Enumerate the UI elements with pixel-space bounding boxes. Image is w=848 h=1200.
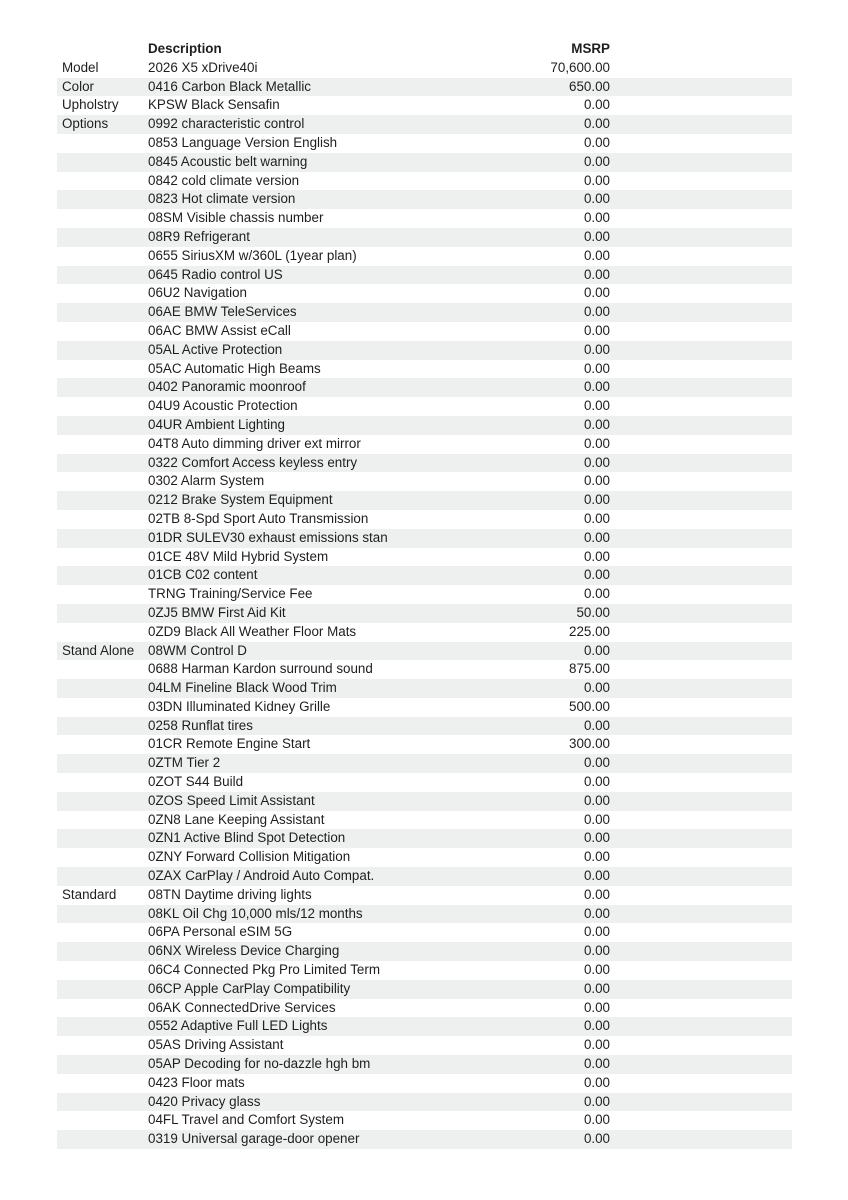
table-row bbox=[57, 78, 792, 97]
row-filler bbox=[610, 773, 792, 792]
row-filler bbox=[610, 134, 792, 153]
row-filler bbox=[610, 1111, 792, 1130]
row-category-label: Stand Alone bbox=[62, 642, 135, 658]
row-category-label bbox=[57, 811, 148, 830]
row-description: 04U9 Acoustic Protection bbox=[148, 398, 298, 414]
row-filler bbox=[610, 59, 792, 78]
row-category-label bbox=[57, 378, 148, 397]
row-category-label bbox=[57, 435, 148, 454]
row-category-label bbox=[57, 153, 148, 172]
row-filler bbox=[610, 284, 792, 303]
description-column-header: Description bbox=[148, 41, 222, 56]
row-msrp-value: 0.00 bbox=[583, 341, 610, 357]
row-msrp-value: 0.00 bbox=[583, 680, 610, 696]
row-msrp-value: 0.00 bbox=[583, 360, 610, 376]
row-description: 0645 Radio control US bbox=[148, 266, 283, 282]
row-filler bbox=[610, 717, 792, 736]
row-description: 02TB 8-Spd Sport Auto Transmission bbox=[148, 510, 369, 526]
row-msrp-value: 0.00 bbox=[583, 379, 610, 395]
table-row bbox=[57, 1093, 792, 1112]
table-row bbox=[57, 59, 792, 78]
row-description: 01CB C02 content bbox=[148, 567, 258, 583]
row-msrp-value: 0.00 bbox=[583, 1018, 610, 1034]
row-filler bbox=[610, 811, 792, 830]
row-category-label bbox=[57, 360, 148, 379]
row-description: 0845 Acoustic belt warning bbox=[148, 153, 308, 169]
row-description: 06AK ConnectedDrive Services bbox=[148, 999, 336, 1015]
row-description: 2026 X5 xDrive40i bbox=[148, 59, 258, 75]
row-description: 06C4 Connected Pkg Pro Limited Term bbox=[148, 962, 380, 978]
row-description: 06AC BMW Assist eCall bbox=[148, 322, 291, 338]
row-filler bbox=[610, 829, 792, 848]
row-filler bbox=[610, 378, 792, 397]
table-row bbox=[57, 679, 792, 698]
row-filler bbox=[610, 1055, 792, 1074]
row-filler bbox=[610, 115, 792, 134]
row-msrp-value: 0.00 bbox=[583, 416, 610, 432]
table-row bbox=[57, 341, 792, 360]
row-category-label bbox=[57, 284, 148, 303]
row-description: 0552 Adaptive Full LED Lights bbox=[148, 1018, 328, 1034]
table-row bbox=[57, 284, 792, 303]
row-filler bbox=[610, 566, 792, 585]
row-category-label bbox=[57, 923, 148, 942]
row-filler bbox=[610, 529, 792, 548]
row-description: 0423 Floor mats bbox=[148, 1074, 245, 1090]
row-filler bbox=[610, 942, 792, 961]
row-description: 0ZOS Speed Limit Assistant bbox=[148, 792, 315, 808]
table-row bbox=[57, 529, 792, 548]
row-category-label bbox=[57, 604, 148, 623]
table-row bbox=[57, 454, 792, 473]
row-description: 08R9 Refrigerant bbox=[148, 228, 250, 244]
row-msrp-value: 0.00 bbox=[583, 304, 610, 320]
row-filler bbox=[610, 999, 792, 1018]
row-category-label bbox=[57, 773, 148, 792]
row-description: 06NX Wireless Device Charging bbox=[148, 943, 340, 959]
row-description: 0842 cold climate version bbox=[148, 172, 300, 188]
row-category-label bbox=[57, 397, 148, 416]
table-row bbox=[57, 604, 792, 623]
table-row bbox=[57, 829, 792, 848]
table-row bbox=[57, 886, 792, 905]
row-description: 04FL Travel and Comfort System bbox=[148, 1112, 344, 1128]
row-description: 08KL Oil Chg 10,000 mls/12 months bbox=[148, 905, 363, 921]
row-category-label bbox=[57, 717, 148, 736]
row-msrp-value: 0.00 bbox=[583, 510, 610, 526]
row-filler bbox=[610, 735, 792, 754]
table-row bbox=[57, 980, 792, 999]
row-description: 0ZN1 Active Blind Spot Detection bbox=[148, 830, 346, 846]
row-description: 0322 Comfort Access keyless entry bbox=[148, 454, 358, 470]
row-description: 0302 Alarm System bbox=[148, 473, 265, 489]
row-description: 0402 Panoramic moonroof bbox=[148, 379, 306, 395]
row-msrp-value: 0.00 bbox=[583, 924, 610, 940]
row-category-label bbox=[57, 209, 148, 228]
row-description: 05AS Driving Assistant bbox=[148, 1037, 284, 1053]
table-row bbox=[57, 585, 792, 604]
row-msrp-value: 0.00 bbox=[583, 886, 610, 902]
row-msrp-value: 0.00 bbox=[583, 905, 610, 921]
row-description: 08WM Control D bbox=[148, 642, 247, 658]
row-category-label bbox=[57, 303, 148, 322]
table-row bbox=[57, 735, 792, 754]
row-category-label bbox=[57, 416, 148, 435]
row-msrp-value: 0.00 bbox=[583, 529, 610, 545]
table-row bbox=[57, 1055, 792, 1074]
row-filler bbox=[610, 360, 792, 379]
vehicle-order-sheet bbox=[57, 40, 792, 1149]
row-description: 0212 Brake System Equipment bbox=[148, 492, 333, 508]
row-description: 0ZJ5 BMW First Aid Kit bbox=[148, 604, 286, 620]
row-category-label bbox=[57, 190, 148, 209]
table-row bbox=[57, 510, 792, 529]
row-filler bbox=[610, 867, 792, 886]
row-category-label bbox=[57, 735, 148, 754]
row-msrp-value: 0.00 bbox=[583, 567, 610, 583]
table-row bbox=[57, 378, 792, 397]
table-row bbox=[57, 623, 792, 642]
row-description: 0ZTM Tier 2 bbox=[148, 755, 221, 771]
row-msrp-value: 0.00 bbox=[583, 962, 610, 978]
row-msrp-value: 0.00 bbox=[583, 943, 610, 959]
row-msrp-value: 0.00 bbox=[583, 830, 610, 846]
table-row bbox=[57, 209, 792, 228]
row-category-label bbox=[57, 754, 148, 773]
row-msrp-value: 0.00 bbox=[583, 586, 610, 602]
row-msrp-value: 0.00 bbox=[583, 1112, 610, 1128]
row-filler bbox=[610, 642, 792, 661]
table-row bbox=[57, 172, 792, 191]
row-category-label: Color bbox=[62, 78, 94, 94]
table-row bbox=[57, 642, 792, 661]
row-category-label bbox=[57, 529, 148, 548]
row-msrp-value: 650.00 bbox=[569, 78, 610, 94]
row-filler bbox=[610, 886, 792, 905]
row-msrp-value: 50.00 bbox=[576, 604, 610, 620]
row-msrp-value: 0.00 bbox=[583, 980, 610, 996]
row-msrp-value: 0.00 bbox=[583, 811, 610, 827]
row-filler bbox=[610, 416, 792, 435]
row-description: 0688 Harman Kardon surround sound bbox=[148, 661, 373, 677]
row-msrp-value: 0.00 bbox=[583, 247, 610, 263]
row-filler bbox=[610, 754, 792, 773]
row-filler bbox=[610, 792, 792, 811]
row-filler bbox=[610, 1017, 792, 1036]
row-msrp-value: 0.00 bbox=[583, 285, 610, 301]
row-description: 01CR Remote Engine Start bbox=[148, 736, 311, 752]
table-row bbox=[57, 1074, 792, 1093]
row-category-label bbox=[57, 999, 148, 1018]
row-msrp-value: 0.00 bbox=[583, 228, 610, 244]
row-description: 08TN Daytime driving lights bbox=[148, 886, 312, 902]
row-msrp-value: 0.00 bbox=[583, 642, 610, 658]
row-msrp-value: 0.00 bbox=[583, 717, 610, 733]
table-row bbox=[57, 942, 792, 961]
row-msrp-value: 0.00 bbox=[583, 172, 610, 188]
table-row bbox=[57, 360, 792, 379]
table-row bbox=[57, 566, 792, 585]
row-category-label bbox=[57, 679, 148, 698]
table-row bbox=[57, 923, 792, 942]
row-msrp-value: 0.00 bbox=[583, 266, 610, 282]
row-msrp-value: 0.00 bbox=[583, 134, 610, 150]
table-row bbox=[57, 754, 792, 773]
row-msrp-value: 0.00 bbox=[583, 398, 610, 414]
row-category-label bbox=[57, 266, 148, 285]
table-row bbox=[57, 660, 792, 679]
row-filler bbox=[610, 604, 792, 623]
row-description: 05AP Decoding for no-dazzle hgh bm bbox=[148, 1056, 371, 1072]
row-category-label bbox=[57, 1036, 148, 1055]
table-row bbox=[57, 773, 792, 792]
row-msrp-value: 0.00 bbox=[583, 191, 610, 207]
row-category-label bbox=[57, 980, 148, 999]
row-filler bbox=[610, 341, 792, 360]
row-filler bbox=[610, 190, 792, 209]
options-table-body bbox=[57, 59, 792, 1149]
row-category-label bbox=[57, 1055, 148, 1074]
row-msrp-value: 0.00 bbox=[583, 1037, 610, 1053]
row-msrp-value: 0.00 bbox=[583, 97, 610, 113]
row-filler bbox=[610, 923, 792, 942]
row-description: 01CE 48V Mild Hybrid System bbox=[148, 548, 329, 564]
table-row bbox=[57, 247, 792, 266]
row-filler bbox=[610, 472, 792, 491]
table-row bbox=[57, 717, 792, 736]
row-description: 04LM Fineline Black Wood Trim bbox=[148, 680, 337, 696]
row-description: 04T8 Auto dimming driver ext mirror bbox=[148, 435, 361, 451]
row-description: 0420 Privacy glass bbox=[148, 1093, 261, 1109]
row-description: KPSW Black Sensafin bbox=[148, 97, 280, 113]
row-description: 0655 SiriusXM w/360L (1year plan) bbox=[148, 247, 357, 263]
table-row bbox=[57, 1017, 792, 1036]
row-description: 05AL Active Protection bbox=[148, 341, 283, 357]
row-filler bbox=[610, 848, 792, 867]
row-category-label bbox=[57, 228, 148, 247]
row-category-label bbox=[57, 491, 148, 510]
row-category-label bbox=[57, 454, 148, 473]
row-msrp-value: 0.00 bbox=[583, 210, 610, 226]
row-description: 06AE BMW TeleServices bbox=[148, 304, 297, 320]
row-filler bbox=[610, 1074, 792, 1093]
table-row bbox=[57, 848, 792, 867]
row-category-label bbox=[57, 341, 148, 360]
row-msrp-value: 500.00 bbox=[569, 698, 610, 714]
row-filler bbox=[610, 905, 792, 924]
row-filler bbox=[610, 96, 792, 115]
row-filler bbox=[610, 548, 792, 567]
row-description: 0ZNY Forward Collision Mitigation bbox=[148, 849, 351, 865]
row-category-label bbox=[57, 548, 148, 567]
table-row bbox=[57, 96, 792, 115]
row-category-label bbox=[57, 905, 148, 924]
row-msrp-value: 0.00 bbox=[583, 755, 610, 771]
row-msrp-value: 0.00 bbox=[583, 1131, 610, 1147]
table-row bbox=[57, 134, 792, 153]
row-filler bbox=[610, 1093, 792, 1112]
row-category-label bbox=[57, 1017, 148, 1036]
category-column-header bbox=[57, 40, 148, 59]
row-filler bbox=[610, 623, 792, 642]
row-filler bbox=[610, 78, 792, 97]
row-category-label bbox=[57, 510, 148, 529]
table-row bbox=[57, 905, 792, 924]
row-category-label: Model bbox=[62, 59, 99, 75]
table-row bbox=[57, 228, 792, 247]
row-msrp-value: 0.00 bbox=[583, 492, 610, 508]
row-category-label bbox=[57, 1074, 148, 1093]
row-category-label bbox=[57, 698, 148, 717]
row-description: 06CP Apple CarPlay Compatibility bbox=[148, 980, 351, 996]
row-description: 05AC Automatic High Beams bbox=[148, 360, 321, 376]
row-category-label bbox=[57, 566, 148, 585]
row-filler bbox=[610, 397, 792, 416]
table-row bbox=[57, 961, 792, 980]
row-filler bbox=[610, 1036, 792, 1055]
row-category-label: Upholstry bbox=[62, 97, 119, 113]
row-msrp-value: 0.00 bbox=[583, 153, 610, 169]
row-filler bbox=[610, 266, 792, 285]
row-category-label bbox=[57, 623, 148, 642]
row-filler bbox=[610, 454, 792, 473]
table-row bbox=[57, 1036, 792, 1055]
table-row bbox=[57, 472, 792, 491]
row-msrp-value: 0.00 bbox=[583, 548, 610, 564]
row-msrp-value: 300.00 bbox=[569, 736, 610, 752]
row-filler bbox=[610, 679, 792, 698]
row-filler bbox=[610, 172, 792, 191]
table-row bbox=[57, 303, 792, 322]
row-filler bbox=[610, 209, 792, 228]
row-category-label: Standard bbox=[62, 886, 117, 902]
row-category-label bbox=[57, 134, 148, 153]
row-description: 0ZOT S44 Build bbox=[148, 774, 244, 790]
table-row bbox=[57, 153, 792, 172]
row-filler bbox=[610, 1130, 792, 1149]
row-category-label bbox=[57, 942, 148, 961]
row-filler bbox=[610, 247, 792, 266]
table-row bbox=[57, 266, 792, 285]
row-filler bbox=[610, 961, 792, 980]
row-category-label bbox=[57, 247, 148, 266]
table-row bbox=[57, 115, 792, 134]
row-description: 0ZD9 Black All Weather Floor Mats bbox=[148, 623, 357, 639]
table-header-row bbox=[57, 40, 792, 59]
row-msrp-value: 0.00 bbox=[583, 999, 610, 1015]
row-msrp-value: 0.00 bbox=[583, 1074, 610, 1090]
row-category-label bbox=[57, 585, 148, 604]
row-description: 0319 Universal garage-door opener bbox=[148, 1131, 360, 1147]
row-description: 01DR SULEV30 exhaust emissions stan bbox=[148, 529, 388, 545]
row-description: 0823 Hot climate version bbox=[148, 191, 296, 207]
row-description: 0258 Runflat tires bbox=[148, 717, 253, 733]
table-row bbox=[57, 792, 792, 811]
row-msrp-value: 70,600.00 bbox=[550, 59, 610, 75]
row-category-label bbox=[57, 961, 148, 980]
table-row bbox=[57, 698, 792, 717]
row-filler bbox=[610, 153, 792, 172]
row-msrp-value: 0.00 bbox=[583, 792, 610, 808]
row-category-label bbox=[57, 322, 148, 341]
row-category-label bbox=[57, 792, 148, 811]
row-msrp-value: 0.00 bbox=[583, 322, 610, 338]
table-row bbox=[57, 1130, 792, 1149]
row-msrp-value: 0.00 bbox=[583, 849, 610, 865]
table-row bbox=[57, 1111, 792, 1130]
row-category-label bbox=[57, 867, 148, 886]
row-msrp-value: 0.00 bbox=[583, 454, 610, 470]
table-row bbox=[57, 491, 792, 510]
row-filler bbox=[610, 510, 792, 529]
row-msrp-value: 225.00 bbox=[569, 623, 610, 639]
table-row bbox=[57, 416, 792, 435]
row-description: 0416 Carbon Black Metallic bbox=[148, 78, 312, 94]
row-filler bbox=[610, 228, 792, 247]
row-msrp-value: 0.00 bbox=[583, 435, 610, 451]
table-row bbox=[57, 867, 792, 886]
row-category-label bbox=[57, 1093, 148, 1112]
row-description: TRNG Training/Service Fee bbox=[148, 586, 313, 602]
row-msrp-value: 0.00 bbox=[583, 1093, 610, 1109]
row-filler bbox=[610, 585, 792, 604]
row-category-label bbox=[57, 829, 148, 848]
row-category-label bbox=[57, 1111, 148, 1130]
row-description: 06U2 Navigation bbox=[148, 285, 248, 301]
row-filler bbox=[610, 980, 792, 999]
row-category-label bbox=[57, 848, 148, 867]
row-description: 0853 Language Version English bbox=[148, 134, 338, 150]
row-description: 06PA Personal eSIM 5G bbox=[148, 924, 293, 940]
row-filler bbox=[610, 435, 792, 454]
row-filler bbox=[610, 698, 792, 717]
row-filler bbox=[610, 660, 792, 679]
table-row bbox=[57, 397, 792, 416]
row-description: 0ZAX CarPlay / Android Auto Compat. bbox=[148, 868, 375, 884]
row-filler bbox=[610, 322, 792, 341]
table-row bbox=[57, 811, 792, 830]
row-msrp-value: 0.00 bbox=[583, 774, 610, 790]
table-row bbox=[57, 190, 792, 209]
msrp-column-header: MSRP bbox=[571, 41, 610, 56]
header-filler bbox=[610, 40, 792, 59]
row-description: 0ZN8 Lane Keeping Assistant bbox=[148, 811, 325, 827]
row-msrp-value: 0.00 bbox=[583, 1056, 610, 1072]
table-row bbox=[57, 548, 792, 567]
row-msrp-value: 0.00 bbox=[583, 868, 610, 884]
table-row bbox=[57, 322, 792, 341]
row-category-label bbox=[57, 660, 148, 679]
row-category-label: Options bbox=[62, 116, 109, 132]
row-filler bbox=[610, 491, 792, 510]
row-description: 0992 characteristic control bbox=[148, 116, 305, 132]
row-filler bbox=[610, 303, 792, 322]
row-category-label bbox=[57, 472, 148, 491]
table-row bbox=[57, 999, 792, 1018]
table-row bbox=[57, 435, 792, 454]
row-description: 04UR Ambient Lighting bbox=[148, 416, 285, 432]
row-category-label bbox=[57, 1130, 148, 1149]
row-msrp-value: 875.00 bbox=[569, 661, 610, 677]
row-msrp-value: 0.00 bbox=[583, 473, 610, 489]
row-description: 03DN Illuminated Kidney Grille bbox=[148, 698, 331, 714]
row-description: 08SM Visible chassis number bbox=[148, 210, 324, 226]
row-category-label bbox=[57, 172, 148, 191]
row-msrp-value: 0.00 bbox=[583, 116, 610, 132]
